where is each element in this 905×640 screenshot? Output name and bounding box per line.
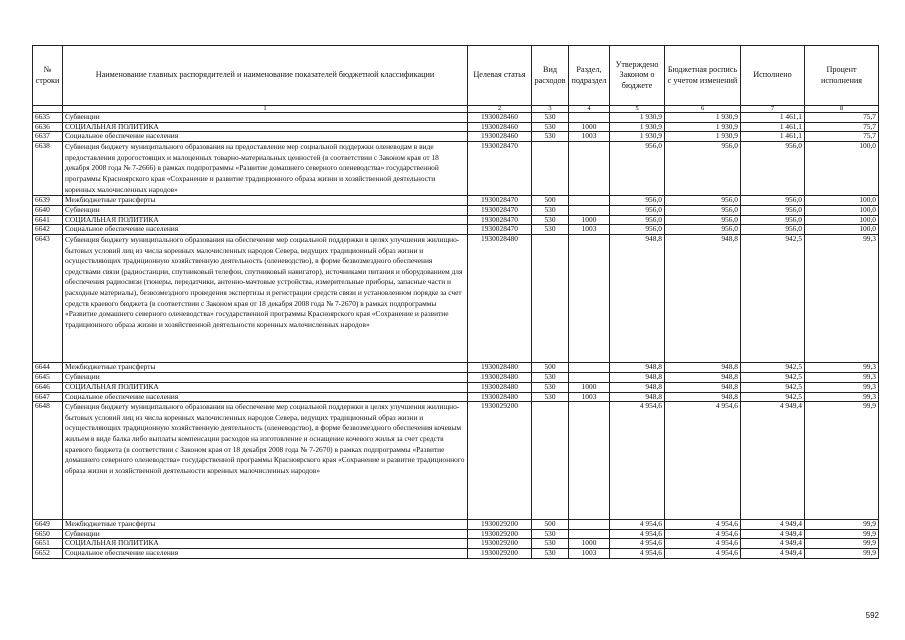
approved-cell: 948,8 (610, 392, 665, 402)
section-cell: 1000 (569, 215, 610, 225)
column-number: 2 (468, 106, 532, 113)
section-cell: 1000 (569, 122, 610, 132)
name-cell: Социальное обеспечение населения (63, 549, 468, 559)
kind-cell: 530 (532, 549, 569, 559)
section-cell: 1000 (569, 382, 610, 392)
executed-cell: 1 461,1 (741, 122, 805, 132)
table-row (33, 392, 879, 402)
section-cell (569, 205, 610, 215)
target-cell: 1930029200 (468, 549, 532, 559)
section-cell: 1003 (569, 132, 610, 142)
name-cell: Субвенция бюджету муниципального образования на предоставление мер социальной поддержки оленеводам в виде предоставления дорогостоящих и малоценных товарно-материальных ценностей (в соответствии с Законом края от 18 декабря 2008 года № 7-2666) в рамках подпрограммы «Развитие домашнего северного оленеводства» государственной программы Красноярского края «Сохранение и развитие традиционного образа жизни и хозяйственной деятельности коренных малочисленных народов» (63, 142, 468, 196)
name-cell: Межбюджетные трансферты (63, 519, 468, 529)
row-number-cell: 6646 (33, 382, 63, 392)
percent-cell: 100,0 (805, 205, 879, 215)
row-number-cell: 6637 (33, 132, 63, 142)
header-approved: Утверждено Законом о бюджете (610, 46, 665, 106)
table-row (33, 549, 879, 559)
name-cell: СОЦИАЛЬНАЯ ПОЛИТИКА (63, 539, 468, 549)
row-number-cell: 6650 (33, 529, 63, 539)
table-row (33, 529, 879, 539)
target-cell: 1930029200 (468, 529, 532, 539)
approved-cell: 4 954,6 (610, 539, 665, 549)
approved-cell: 956,0 (610, 215, 665, 225)
executed-cell: 942,5 (741, 373, 805, 383)
table-body (33, 113, 879, 559)
row-number-cell: 6639 (33, 196, 63, 206)
name-cell: Социальное обеспечение населения (63, 225, 468, 235)
kind-cell: 530 (532, 539, 569, 549)
approved-cell: 956,0 (610, 225, 665, 235)
header-schedule: Бюджетная роспись с учетом изменений (665, 46, 741, 106)
header-kind: Вид расходов (532, 46, 569, 106)
section-cell (569, 373, 610, 383)
executed-cell: 4 949,4 (741, 549, 805, 559)
approved-cell: 948,8 (610, 373, 665, 383)
target-cell: 1930028480 (468, 392, 532, 402)
percent-cell: 99,3 (805, 392, 879, 402)
section-cell: 1003 (569, 225, 610, 235)
table-row (33, 205, 879, 215)
executed-cell: 942,5 (741, 235, 805, 363)
name-cell: Социальное обеспечение населения (63, 392, 468, 402)
row-number-cell: 6652 (33, 549, 63, 559)
name-cell: Социальное обеспечение населения (63, 132, 468, 142)
table-row (33, 373, 879, 383)
schedule-cell: 956,0 (665, 225, 741, 235)
executed-cell: 942,5 (741, 392, 805, 402)
table-row (33, 122, 879, 132)
percent-cell: 99,3 (805, 363, 879, 373)
kind-cell: 530 (532, 225, 569, 235)
target-cell: 1930029200 (468, 539, 532, 549)
row-number-cell: 6641 (33, 215, 63, 225)
approved-cell: 956,0 (610, 142, 665, 196)
percent-cell: 100,0 (805, 225, 879, 235)
target-cell: 1930028470 (468, 225, 532, 235)
column-number: 5 (610, 106, 665, 113)
section-cell (569, 196, 610, 206)
percent-cell: 100,0 (805, 196, 879, 206)
name-cell: Субвенции (63, 205, 468, 215)
table-row (33, 539, 879, 549)
schedule-cell: 948,8 (665, 363, 741, 373)
schedule-cell: 948,8 (665, 235, 741, 363)
section-cell: 1003 (569, 549, 610, 559)
column-number (33, 106, 63, 113)
percent-cell: 99,3 (805, 373, 879, 383)
executed-cell: 4 949,4 (741, 402, 805, 520)
row-number-cell: 6647 (33, 392, 63, 402)
executed-cell: 956,0 (741, 215, 805, 225)
executed-cell: 1 461,1 (741, 113, 805, 123)
section-cell (569, 113, 610, 123)
name-cell: Субвенция бюджету муниципального образования на обеспечение мер социальной поддержки в целях улучшения жилищно-бытовых условий лиц из числа коренных малочисленных народов Севера, ведущих традиционный образ жизни и осуществляющих традиционную хозяйственную деятельность (оленеводство), в форме безвозмездного обеспечения кочевым жильем в виде балка либо выплаты компенсации расходов на изготовление и оснащение кочевого жилья за счет средств краевого бюджета (в соответствии с Законом края от 18 декабря 2008 года № 7-2670) в рамках подпрограммы «Развитие домашнего северного оленеводства» государственной программы Красноярского края «Сохранение и развитие традиционного образа жизни и хозяйственной деятельности коренных малочисленных народов» (63, 402, 468, 520)
table-row (33, 225, 879, 235)
table-row (33, 235, 879, 363)
target-cell: 1930028470 (468, 142, 532, 196)
row-number-cell: 6636 (33, 122, 63, 132)
name-cell: СОЦИАЛЬНАЯ ПОЛИТИКА (63, 215, 468, 225)
kind-cell: 500 (532, 196, 569, 206)
name-cell: Субвенция бюджету муниципального образования на обеспечение мер социальной поддержки в целях улучшения жилищно-бытовых условий лиц из числа коренных малочисленных народов Севера, ведущих традиционный образ жизни и осуществляющих традиционную хозяйственную деятельность (оленеводство), в форме безвозмездного обеспечения средствами связи (радиостанции, спутниковый телефон, спутниковый навигатор), источниками питания и оборудованием для обеспечения радиосвязи (тюнеры, передатчики, антенно-мачтовые устройства, измерительные приборы, запасные части и расходные материалы), безвозмездного проведения экспертизы и регистрации средств связи и установленном порядке за счет средств краевого бюджета (в соответствии с Законом края от 18 декабря 2008 года № 7-2670) в рамках подпрограммы «Развитие домашнего северного оленеводства» государственной программы Красноярского края «Сохранение и развитие традиционного образа жизни и хозяйственной деятельности коренных малочисленных народов» (63, 235, 468, 363)
executed-cell: 956,0 (741, 225, 805, 235)
section-cell: 1000 (569, 539, 610, 549)
section-cell (569, 402, 610, 520)
kind-cell: 530 (532, 122, 569, 132)
executed-cell: 942,5 (741, 382, 805, 392)
table-row (33, 215, 879, 225)
percent-cell: 99,9 (805, 529, 879, 539)
approved-cell: 948,8 (610, 382, 665, 392)
target-cell: 1930028470 (468, 205, 532, 215)
name-cell: Межбюджетные трансферты (63, 363, 468, 373)
table-row (33, 382, 879, 392)
name-cell: Субвенции (63, 373, 468, 383)
executed-cell: 942,5 (741, 363, 805, 373)
schedule-cell: 956,0 (665, 205, 741, 215)
kind-cell (532, 235, 569, 363)
name-cell: Межбюджетные трансферты (63, 196, 468, 206)
approved-cell: 4 954,6 (610, 529, 665, 539)
header-row (33, 46, 879, 106)
row-number-cell: 6649 (33, 519, 63, 529)
header-percent: Процент исполнения (805, 46, 879, 106)
schedule-cell: 956,0 (665, 142, 741, 196)
column-number: 4 (569, 106, 610, 113)
header-name: Наименование главных распорядителей и наименование показателей бюджетной классификации (63, 46, 468, 106)
section-cell (569, 235, 610, 363)
table-row (33, 196, 879, 206)
table-row (33, 363, 879, 373)
target-cell: 1930028460 (468, 122, 532, 132)
approved-cell: 4 954,6 (610, 519, 665, 529)
approved-cell: 948,8 (610, 363, 665, 373)
schedule-cell: 4 954,6 (665, 519, 741, 529)
row-number-cell: 6645 (33, 373, 63, 383)
row-number-cell: 6642 (33, 225, 63, 235)
column-number: 6 (665, 106, 741, 113)
header-target: Целевая статья (468, 46, 532, 106)
page-number: 592 (865, 611, 879, 620)
section-cell (569, 529, 610, 539)
approved-cell: 4 954,6 (610, 402, 665, 520)
percent-cell: 99,3 (805, 382, 879, 392)
schedule-cell: 1 930,9 (665, 122, 741, 132)
executed-cell: 956,0 (741, 196, 805, 206)
percent-cell: 75,7 (805, 122, 879, 132)
schedule-cell: 4 954,6 (665, 549, 741, 559)
column-number: 1 (63, 106, 468, 113)
column-number: 8 (805, 106, 879, 113)
section-cell (569, 142, 610, 196)
schedule-cell: 956,0 (665, 215, 741, 225)
table-row (33, 132, 879, 142)
target-cell: 1930028470 (468, 196, 532, 206)
approved-cell: 1 930,9 (610, 122, 665, 132)
percent-cell: 99,9 (805, 539, 879, 549)
kind-cell: 530 (532, 373, 569, 383)
target-cell: 1930028460 (468, 113, 532, 123)
percent-cell: 99,9 (805, 549, 879, 559)
schedule-cell: 1 930,9 (665, 132, 741, 142)
section-cell (569, 363, 610, 373)
table-row (33, 519, 879, 529)
table-row (33, 113, 879, 123)
schedule-cell: 956,0 (665, 196, 741, 206)
row-number-cell: 6638 (33, 142, 63, 196)
executed-cell: 956,0 (741, 205, 805, 215)
table-row (33, 402, 879, 520)
approved-cell: 956,0 (610, 196, 665, 206)
executed-cell: 4 949,4 (741, 539, 805, 549)
section-cell (569, 519, 610, 529)
kind-cell: 530 (532, 113, 569, 123)
approved-cell: 948,8 (610, 235, 665, 363)
column-number: 3 (532, 106, 569, 113)
approved-cell: 1 930,9 (610, 132, 665, 142)
approved-cell: 1 930,9 (610, 113, 665, 123)
percent-cell: 99,9 (805, 519, 879, 529)
budget-table (32, 45, 879, 559)
schedule-cell: 1 930,9 (665, 113, 741, 123)
percent-cell: 75,7 (805, 132, 879, 142)
kind-cell: 530 (532, 392, 569, 402)
target-cell: 1930028480 (468, 373, 532, 383)
table-row (33, 142, 879, 196)
kind-cell: 500 (532, 363, 569, 373)
target-cell: 1930028480 (468, 382, 532, 392)
schedule-cell: 4 954,6 (665, 402, 741, 520)
name-cell: Субвенции (63, 529, 468, 539)
column-number: 7 (741, 106, 805, 113)
column-number-row (33, 106, 879, 113)
row-number-cell: 6651 (33, 539, 63, 549)
kind-cell: 530 (532, 215, 569, 225)
executed-cell: 4 949,4 (741, 519, 805, 529)
section-cell: 1003 (569, 392, 610, 402)
row-number-cell: 6644 (33, 363, 63, 373)
kind-cell: 530 (532, 205, 569, 215)
name-cell: Субвенции (63, 113, 468, 123)
percent-cell: 100,0 (805, 215, 879, 225)
kind-cell: 530 (532, 382, 569, 392)
target-cell: 1930028460 (468, 132, 532, 142)
row-number-cell: 6635 (33, 113, 63, 123)
percent-cell: 99,9 (805, 402, 879, 520)
percent-cell: 75,7 (805, 113, 879, 123)
kind-cell: 530 (532, 529, 569, 539)
executed-cell: 956,0 (741, 142, 805, 196)
header-executed: Исполнено (741, 46, 805, 106)
schedule-cell: 4 954,6 (665, 529, 741, 539)
target-cell: 1930028480 (468, 235, 532, 363)
approved-cell: 4 954,6 (610, 549, 665, 559)
target-cell: 1930028480 (468, 363, 532, 373)
target-cell: 1930028470 (468, 215, 532, 225)
schedule-cell: 948,8 (665, 392, 741, 402)
kind-cell (532, 402, 569, 520)
header-row-no: № строки (33, 46, 63, 106)
executed-cell: 4 949,4 (741, 529, 805, 539)
kind-cell: 530 (532, 132, 569, 142)
row-number-cell: 6643 (33, 235, 63, 363)
name-cell: СОЦИАЛЬНАЯ ПОЛИТИКА (63, 122, 468, 132)
name-cell: СОЦИАЛЬНАЯ ПОЛИТИКА (63, 382, 468, 392)
kind-cell (532, 142, 569, 196)
schedule-cell: 948,8 (665, 373, 741, 383)
kind-cell: 500 (532, 519, 569, 529)
header-section: Раздел, подраздел (569, 46, 610, 106)
executed-cell: 1 461,1 (741, 132, 805, 142)
row-number-cell: 6640 (33, 205, 63, 215)
target-cell: 1930029200 (468, 402, 532, 520)
approved-cell: 956,0 (610, 205, 665, 215)
target-cell: 1930029200 (468, 519, 532, 529)
schedule-cell: 4 954,6 (665, 539, 741, 549)
percent-cell: 99,3 (805, 235, 879, 363)
percent-cell: 100,0 (805, 142, 879, 196)
schedule-cell: 948,8 (665, 382, 741, 392)
row-number-cell: 6648 (33, 402, 63, 520)
